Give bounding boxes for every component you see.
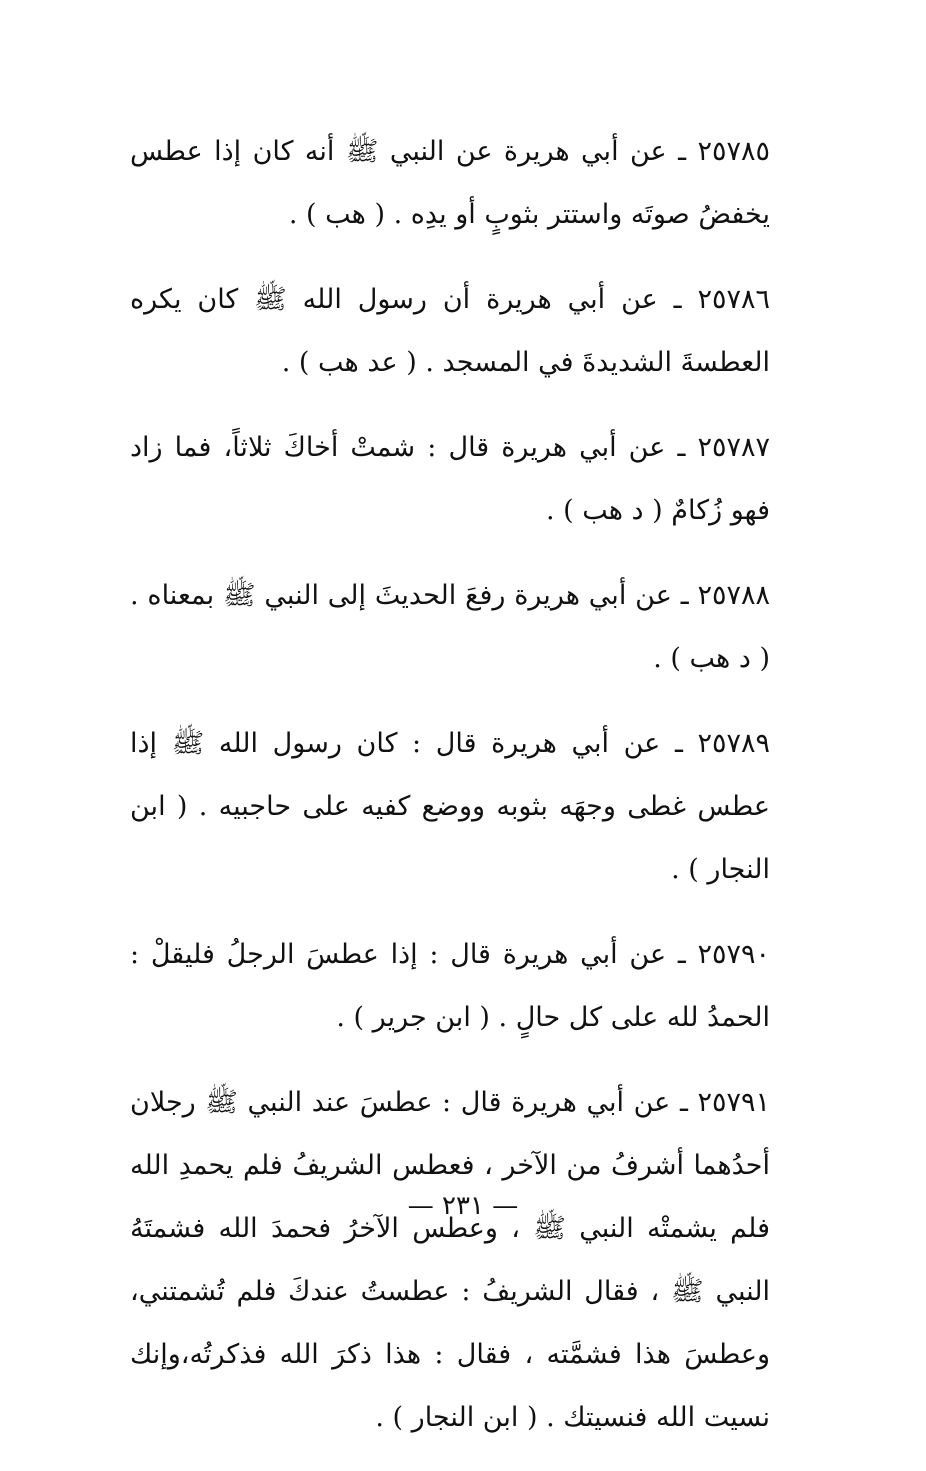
document-page [130,120,770,1471]
hadith-text: عن أبي هريرة قال : إذا عطسَ الرجلُ فليقلْ : الحمدُ لله على كل حالٍ . ( ابن جرير ) . [130,939,770,1033]
page-number: — ٢٣١ — [407,1191,519,1221]
hadith-number: ٢٥٧٩٠ [697,939,770,970]
dash-separator: ـ [678,136,687,167]
hadith-number: ٢٥٧٨٨ [697,580,770,611]
hadith-text: عن أبي هريرة رفعَ الحديثَ إلى النبي ﷺ بمعناه . ( د هب ) . [130,580,770,674]
hadith-entry-25786 [130,268,770,394]
hadith-text: عن أبي هريرة عن النبي ﷺ أنه كان إذا عطس يخفضُ صوتَه واستتر بثوبٍ أو يدِه . ( هب ) . [130,136,770,230]
hadith-entry-25791 [130,1071,770,1449]
dash-separator: ـ [677,432,686,463]
hadith-entry-25790 [130,923,770,1049]
hadith-text: عن أبي هريرة قال : شمتْ أخاكَ ثلاثاً، فما زاد فهو زُكامٌ ( د هب ) . [130,432,770,526]
hadith-entry-25787 [130,416,770,542]
hadith-number: ٢٥٧٨٧ [697,432,770,463]
hadith-entry-25789 [130,712,770,901]
hadith-number: ٢٥٧٨٥ [697,136,770,167]
hadith-entry-25788 [130,564,770,690]
hadith-text: عن أبي هريرة قال : عطسَ عند النبي ﷺ رجلان أحدُهما أشرفُ من الآخر ، فعطس الشريفُ فلم يحمدِ الله فلم يشمتْه النبي ﷺ ، وعطس الآخرُ فحمدَ الله فشمتَهُ النبي ﷺ ، فقال الشريفُ : عطستُ عندكَ فلم تُشمتني، وعطسَ هذا فشمَّته ، فقال : هذا ذكرَ الله فذكرتُه،وإنك نسيت الله فنسيتك . ( ابن النجار ) . [130,1087,770,1433]
dash-separator: ـ [674,728,683,759]
dash-separator: ـ [679,1087,688,1118]
hadith-number: ٢٥٧٨٦ [697,284,770,315]
hadith-number: ٢٥٧٩١ [697,1087,771,1118]
dash-separator: ـ [680,580,689,611]
dash-separator: ـ [677,939,686,970]
hadith-text: عن أبي هريرة قال : كان رسول الله ﷺ إذا عطس غطى وجهَه بثوبه ووضع كفيه على حاجبيه . ( ابن النجار ) . [130,728,770,885]
dash-separator: ـ [673,284,682,315]
hadith-number: ٢٥٧٨٩ [697,728,771,759]
hadith-text: عن أبي هريرة أن رسول الله ﷺ كان يكره العطسةَ الشديدةَ في المسجد . ( عد هب ) . [130,284,770,378]
hadith-entry-25785 [130,120,770,246]
